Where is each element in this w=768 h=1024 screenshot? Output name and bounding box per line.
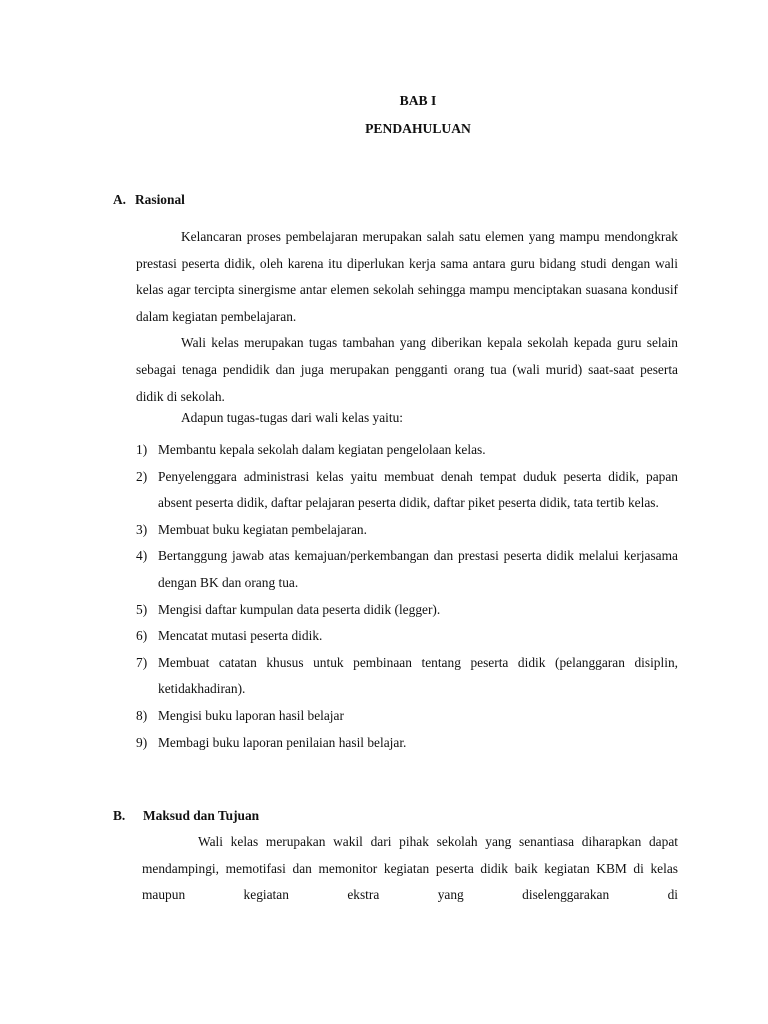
list-item bbox=[136, 597, 678, 624]
list-text: Penyelenggara administrasi kelas yaitu membuat denah tempat duduk peserta didik, papan absent peserta didik, daftar pelajaran peserta didik, daftar piket peserta didik, tata tertib kelas. bbox=[158, 468, 678, 511]
section-a-heading bbox=[113, 192, 185, 208]
list-number: 5) bbox=[136, 601, 148, 617]
section-b-title: Maksud dan Tujuan bbox=[143, 808, 260, 823]
list-number: 8) bbox=[136, 707, 148, 723]
list-text: Mengisi buku laporan hasil belajar bbox=[158, 707, 344, 723]
paragraph: Wali kelas merupakan tugas tambahan yang diberikan kepala sekolah kepada guru selain sebagai tenaga pendidik dan juga merupakan pengganti orang tua (wali murid) saat-saat peserta didik di sekolah. bbox=[136, 335, 678, 404]
section-b-heading bbox=[113, 808, 259, 824]
list-intro: Adapun tugas-tugas dari wali kelas yaitu: bbox=[181, 410, 404, 425]
list-item bbox=[136, 543, 678, 596]
section-a-body bbox=[136, 224, 678, 410]
list-number: 4) bbox=[136, 548, 148, 564]
list-item bbox=[136, 437, 678, 464]
list-number: 9) bbox=[136, 734, 148, 750]
list-number: 3) bbox=[136, 521, 148, 537]
chapter-title: PENDAHULUAN bbox=[365, 121, 471, 136]
task-list bbox=[136, 437, 678, 756]
section-b-letter: B. bbox=[113, 808, 126, 823]
list-text: Mencatat mutasi peserta didik. bbox=[158, 628, 323, 644]
list-text: Membuat catatan khusus untuk pembinaan tentang peserta didik (pelanggaran disiplin, ketidakhadiran). bbox=[158, 654, 678, 697]
list-number: 1) bbox=[136, 442, 148, 457]
list-text: Bertanggung jawab atas kemajuan/perkembangan dan prestasi peserta didik melalui kerjasama dengan BK dan orang tua. bbox=[158, 548, 678, 590]
list-item bbox=[136, 517, 678, 544]
list-item bbox=[136, 464, 678, 517]
chapter-number: BAB I bbox=[399, 93, 437, 108]
list-text: Membantu kepala sekolah dalam kegiatan pengelolaan kelas. bbox=[158, 442, 486, 457]
paragraph: Kelancaran proses pembelajaran merupakan salah satu elemen yang mampu mendongkrak prestasi peserta didik, oleh karena itu diperlukan kerja sama antara guru bidang studi dengan wali kelas agar tercipta sinergisme antar elemen sekolah sehingga mampu menciptakan suasana kondusif dalam kegiatan pembelajaran. bbox=[136, 229, 678, 324]
list-item bbox=[136, 623, 678, 650]
list-text: Mengisi daftar kumpulan data peserta didik (legger). bbox=[158, 601, 441, 617]
list-number: 2) bbox=[136, 468, 148, 484]
list-text: Membuat buku kegiatan pembelajaran. bbox=[158, 521, 367, 537]
list-number: 6) bbox=[136, 628, 148, 644]
section-a-letter: A. bbox=[113, 192, 127, 207]
list-item bbox=[136, 703, 678, 730]
list-number: 7) bbox=[136, 654, 148, 670]
list-text: Membagi buku laporan penilaian hasil belajar. bbox=[158, 734, 407, 750]
list-item bbox=[136, 730, 678, 757]
paragraph: Wali kelas merupakan wakil dari pihak sekolah yang senantiasa diharapkan dapat mendampingi, memotifasi dan memonitor kegiatan peserta didik baik kegiatan KBM di kelas maupun kegiatan ekstra yang diselenggarakan di bbox=[142, 834, 678, 903]
section-a-title: Rasional bbox=[135, 192, 185, 207]
section-b-body bbox=[142, 829, 678, 909]
list-item bbox=[136, 650, 678, 703]
